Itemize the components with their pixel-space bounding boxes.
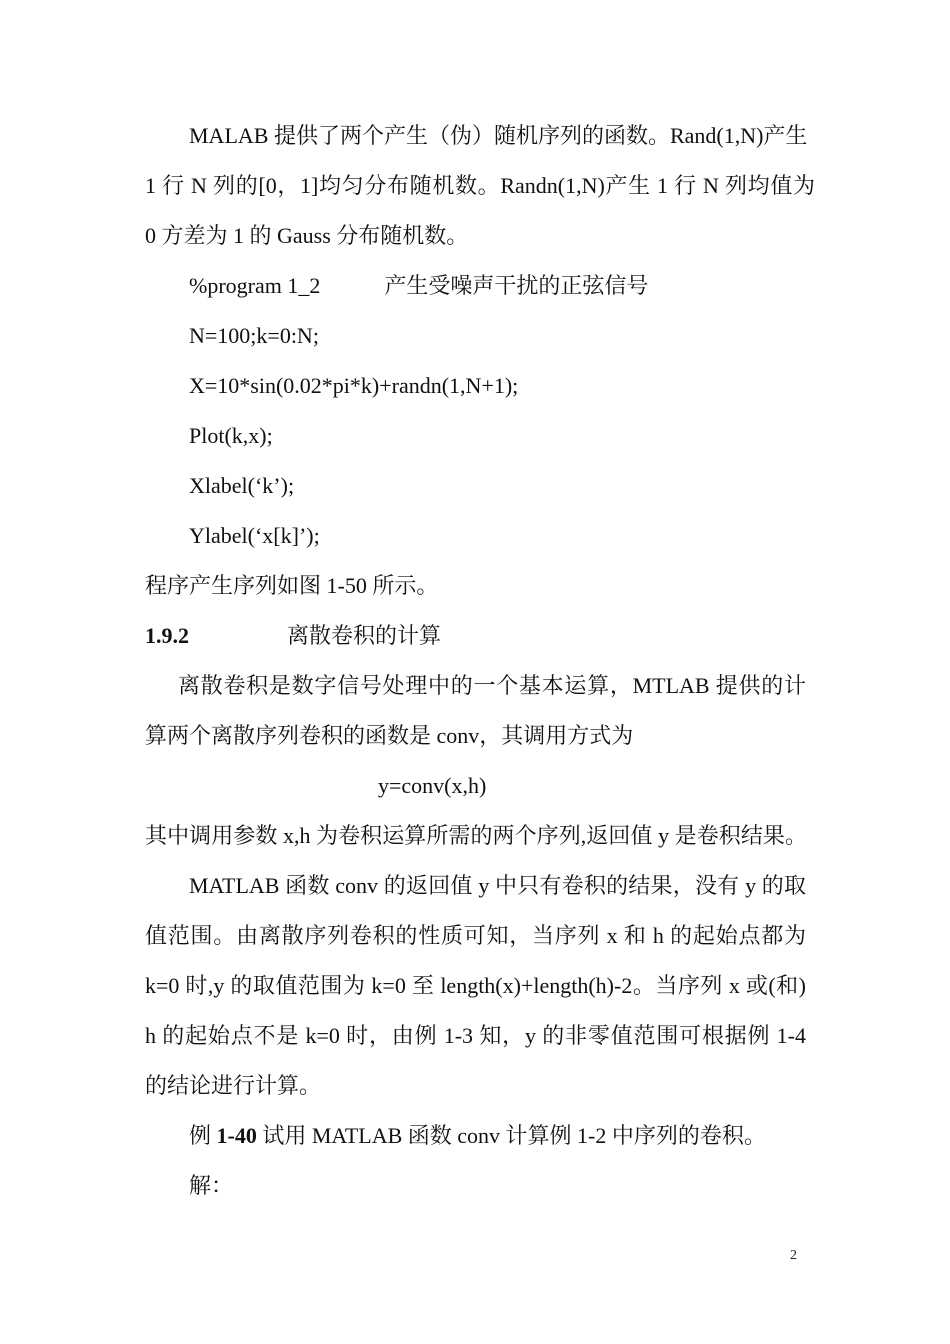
section-title: 离散卷积的计算 bbox=[287, 623, 442, 648]
paragraph-rand-line-2: 1 行 N 列的[0，1]均匀分布随机数。Randn(1,N)产生 1 行 N 列均值为 bbox=[145, 173, 815, 198]
program-caption: 程序产生序列如图 1-50 所示。 bbox=[145, 573, 439, 598]
example-text: 试用 MATLAB 函数 conv 计算例 1-2 中序列的卷积。 bbox=[256, 1123, 766, 1148]
conv-intro-line-1: 离散卷积是数字信号处理中的一个基本运算，MTLAB 提供的计 bbox=[178, 673, 806, 698]
paragraph-rand-line-3: 0 方差为 1 的 Gauss 分布随机数。 bbox=[145, 223, 469, 248]
example-prefix: 例 bbox=[189, 1123, 217, 1148]
conv-intro-line-3: 其中调用参数 x,h 为卷积运算所需的两个序列,返回值 y 是卷积结果。 bbox=[145, 823, 807, 848]
paragraph-rand-line-1: MALAB 提供了两个产生（伪）随机序列的函数。Rand(1,N)产生 bbox=[189, 123, 808, 148]
conv-range-line-3: k=0 时,y 的取值范围为 k=0 至 length(x)+length(h)-2。当序列 x 或(和) bbox=[145, 973, 806, 998]
code-line: N=100;k=0:N; bbox=[189, 323, 319, 348]
code-line: Plot(k,x); bbox=[189, 423, 273, 448]
program-header-code: %program 1_2 bbox=[189, 273, 321, 298]
section-number: 1.9.2 bbox=[145, 623, 189, 648]
code-line: Ylabel(‘x[k]’); bbox=[189, 523, 320, 548]
conv-range-line-5: 的结论进行计算。 bbox=[145, 1073, 322, 1098]
conv-formula: y=conv(x,h) bbox=[378, 773, 487, 798]
example-number: 1-40 bbox=[216, 1123, 257, 1148]
conv-range-line-2: 值范围。由离散序列卷积的性质可知，当序列 x 和 h 的起始点都为 bbox=[145, 923, 806, 948]
page-number: 2 bbox=[790, 1248, 797, 1263]
code-line: Xlabel(‘k’); bbox=[189, 473, 295, 498]
example-solution: 解： bbox=[189, 1173, 234, 1198]
conv-range-line-4: h 的起始点不是 k=0 时，由例 1-3 知，y 的非零值范围可根据例 1-4 bbox=[145, 1023, 806, 1048]
program-header-comment: 产生受噪声干扰的正弦信号 bbox=[384, 273, 649, 298]
section-heading bbox=[145, 621, 815, 651]
conv-range-line-1: MATLAB 函数 conv 的返回值 y 中只有卷积的结果，没有 y 的取 bbox=[189, 873, 806, 898]
conv-intro-line-2: 算两个离散序列卷积的函数是 conv，其调用方式为 bbox=[145, 723, 634, 748]
example-heading bbox=[189, 1121, 859, 1151]
code-line: X=10*sin(0.02*pi*k)+randn(1,N+1); bbox=[189, 373, 519, 398]
program-header bbox=[189, 271, 859, 301]
